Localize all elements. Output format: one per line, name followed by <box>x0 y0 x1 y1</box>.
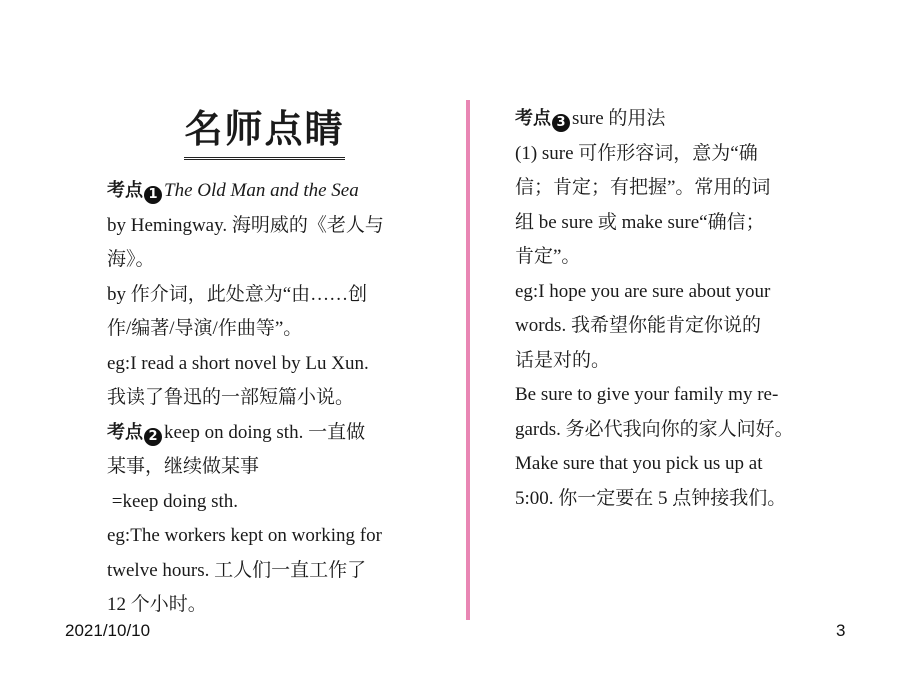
point-tag: 考点 <box>107 180 143 201</box>
text-line: 信；肯定；有把握”。常用的词 <box>515 177 771 198</box>
number-1-icon: 1 <box>144 186 162 204</box>
text-line: words. 我希望你能肯定你说的 <box>515 315 761 336</box>
point3-head: sure 的用法 <box>572 108 666 129</box>
book-title: The Old Man and the Sea <box>164 180 359 201</box>
text-line: 某事，继续做某事 <box>107 456 260 477</box>
section-title: 名师点睛 <box>107 98 422 160</box>
left-column <box>107 98 422 623</box>
example-line: eg:I hope you are sure about your <box>515 280 771 302</box>
pink-divider <box>466 100 470 620</box>
point-tag: 考点 <box>515 108 551 129</box>
text-line: 话是对的。 <box>515 349 611 371</box>
page-number: 3 <box>836 621 846 640</box>
number-2-icon: 2 <box>144 428 162 446</box>
text-line: 组 be sure 或 make sure“确信； <box>515 211 765 233</box>
point3-heading <box>515 102 830 137</box>
number-3-icon: 3 <box>552 114 570 132</box>
example-line: eg:The workers kept on working for <box>107 525 382 546</box>
text-line: Make sure that you pick us up at <box>515 453 763 474</box>
text-line: twelve hours. 工人们一直工作了 <box>107 559 367 581</box>
text-line: 12 个小时。 <box>107 594 207 615</box>
text-line: 5:00. 你一定要在 5 点钟接我们。 <box>515 487 787 509</box>
text-line: =keep doing sth. <box>107 490 239 512</box>
text-line: by Hemingway. 海明威的《老人与 <box>107 214 384 236</box>
text-line: 作/编著/导演/作曲等”。 <box>107 318 303 339</box>
point1-heading <box>107 174 422 209</box>
example-line: eg:I read a short novel by Lu Xun. <box>107 352 369 374</box>
text-line: 我读了鲁迅的一部短篇小说。 <box>107 387 355 408</box>
point-tag: 考点 <box>107 421 143 443</box>
right-column <box>515 102 830 516</box>
footer-date: 2021/10/10 <box>65 621 151 640</box>
text-line: (1) sure 可作形容词，意为“确 <box>515 142 758 164</box>
text-line: by 作介词，此处意为“由……创 <box>107 283 368 305</box>
point2-heading <box>107 416 422 451</box>
point2-head: keep on doing sth. 一直做 <box>164 421 366 443</box>
text-line: Be sure to give your family my re- <box>515 384 779 405</box>
text-line: 海》。 <box>107 249 155 270</box>
text-line: 肯定”。 <box>515 246 581 267</box>
text-line: gards. 务必代我向你的家人问好。 <box>515 418 794 440</box>
